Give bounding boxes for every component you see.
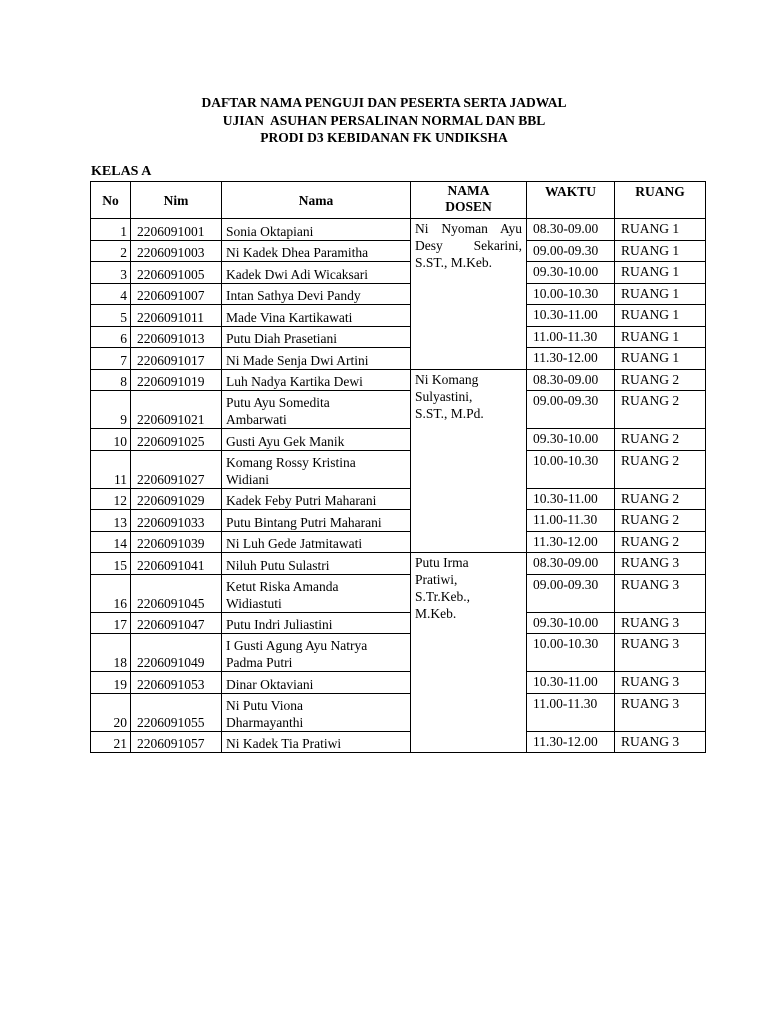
table-row — [91, 262, 706, 284]
class-label: KELAS A — [91, 164, 152, 179]
cell-no: 17 — [91, 612, 131, 634]
cell-waktu: 09.30-10.00 — [527, 612, 615, 634]
cell-waktu: 10.30-11.00 — [527, 305, 615, 327]
cell-ruang: RUANG 3 — [615, 672, 706, 694]
cell-no: 12 — [91, 488, 131, 510]
table-header-row — [91, 182, 706, 219]
cell-nim: 2206091033 — [131, 510, 222, 532]
cell-dosen-group-3 — [411, 553, 527, 753]
table-row — [91, 348, 706, 370]
cell-ruang: RUANG 3 — [615, 693, 706, 731]
dosen-1-line-2: Desy Sekarini, — [415, 238, 522, 253]
table-row — [91, 240, 706, 262]
cell-nama: Putu Bintang Putri Maharani — [222, 510, 411, 532]
cell-ruang: RUANG 1 — [615, 305, 706, 327]
cell-waktu: 09.00-09.30 — [527, 574, 615, 612]
cell-waktu: 11.30-12.00 — [527, 531, 615, 553]
cell-ruang: RUANG 1 — [615, 326, 706, 348]
cell-dosen-group-2 — [411, 369, 527, 553]
cell-nama: Niluh Putu Sulastri — [222, 553, 411, 575]
cell-nama-line-1: Ni Putu Viona — [226, 697, 303, 713]
dosen-1-line-1: Ni Nyoman Ayu — [415, 221, 522, 236]
cell-ruang: RUANG 1 — [615, 283, 706, 305]
cell-no: 18 — [91, 634, 131, 672]
header-waktu: WAKTU — [527, 182, 615, 219]
cell-waktu: 08.30-09.00 — [527, 219, 615, 241]
document-title — [0, 94, 768, 147]
cell-ruang: RUANG 3 — [615, 634, 706, 672]
dosen-2-line-3: S.ST., M.Pd. — [415, 405, 484, 421]
cell-no: 8 — [91, 369, 131, 391]
cell-nim: 2206091057 — [131, 731, 222, 753]
header-ruang: RUANG — [615, 182, 706, 219]
cell-nim: 2206091013 — [131, 326, 222, 348]
cell-nama: Kadek Feby Putri Maharani — [222, 488, 411, 510]
cell-ruang: RUANG 3 — [615, 553, 706, 575]
cell-nim: 2206091025 — [131, 429, 222, 451]
header-dosen-line-2: DOSEN — [445, 199, 492, 214]
header-nim: Nim — [131, 182, 222, 219]
cell-waktu: 10.30-11.00 — [527, 672, 615, 694]
table-row — [91, 369, 706, 391]
dosen-3-line-1: Putu Irma — [415, 555, 469, 570]
cell-nama: Sonia Oktapiani — [222, 219, 411, 241]
cell-waktu: 11.00-11.30 — [527, 326, 615, 348]
cell-waktu: 08.30-09.00 — [527, 553, 615, 575]
cell-no: 21 — [91, 731, 131, 753]
cell-ruang: RUANG 2 — [615, 369, 706, 391]
cell-waktu: 11.00-11.30 — [527, 693, 615, 731]
cell-nama — [222, 634, 411, 672]
table-row — [91, 574, 706, 612]
cell-dosen-group-1 — [411, 219, 527, 370]
cell-nama — [222, 574, 411, 612]
cell-nama-line-1: I Gusti Agung Ayu Natrya — [226, 638, 368, 653]
cell-nim: 2206091005 — [131, 262, 222, 284]
cell-waktu: 11.00-11.30 — [527, 510, 615, 532]
cell-nim: 2206091001 — [131, 219, 222, 241]
table-row — [91, 731, 706, 753]
table-row — [91, 488, 706, 510]
cell-nama: Gusti Ayu Gek Manik — [222, 429, 411, 451]
cell-waktu: 09.00-09.30 — [527, 391, 615, 429]
cell-ruang: RUANG 2 — [615, 510, 706, 532]
title-line-1: DAFTAR NAMA PENGUJI DAN PESERTA SERTA JADWAL — [201, 95, 567, 110]
cell-no: 14 — [91, 531, 131, 553]
cell-nama: Dinar Oktaviani — [222, 672, 411, 694]
cell-ruang: RUANG 3 — [615, 612, 706, 634]
table-row — [91, 672, 706, 694]
cell-nim: 2206091019 — [131, 369, 222, 391]
cell-nim: 2206091007 — [131, 283, 222, 305]
cell-ruang: RUANG 1 — [615, 262, 706, 284]
table-row — [91, 391, 706, 429]
cell-ruang: RUANG 1 — [615, 219, 706, 241]
cell-no: 1 — [91, 219, 131, 241]
cell-ruang: RUANG 2 — [615, 531, 706, 553]
cell-waktu: 11.30-12.00 — [527, 348, 615, 370]
cell-nim: 2206091027 — [131, 450, 222, 488]
cell-waktu: 10.00-10.30 — [527, 634, 615, 672]
cell-no: 20 — [91, 693, 131, 731]
title-line-2: UJIAN ASUHAN PERSALINAN NORMAL DAN BBL — [222, 112, 546, 128]
table-row — [91, 634, 706, 672]
cell-ruang: RUANG 3 — [615, 731, 706, 753]
cell-ruang: RUANG 3 — [615, 574, 706, 612]
cell-no: 5 — [91, 305, 131, 327]
cell-nim: 2206091053 — [131, 672, 222, 694]
cell-waktu: 10.00-10.30 — [527, 283, 615, 305]
cell-nim: 2206091049 — [131, 634, 222, 672]
cell-no: 4 — [91, 283, 131, 305]
schedule-table — [90, 181, 706, 753]
table-row — [91, 553, 706, 575]
cell-waktu: 09.30-10.00 — [527, 429, 615, 451]
cell-nama-line-1: Putu Ayu Somedita — [226, 395, 330, 410]
cell-nim: 2206091045 — [131, 574, 222, 612]
cell-ruang: RUANG 2 — [615, 391, 706, 429]
header-dosen-line-1: NAMA — [447, 183, 490, 198]
table-row — [91, 450, 706, 488]
cell-nama-line-1: Komang Rossy Kristina — [226, 454, 356, 470]
cell-ruang: RUANG 2 — [615, 488, 706, 510]
cell-no: 10 — [91, 429, 131, 451]
cell-ruang: RUANG 2 — [615, 429, 706, 451]
cell-ruang: RUANG 2 — [615, 450, 706, 488]
cell-waktu: 09.30-10.00 — [527, 262, 615, 284]
cell-nama: Ni Luh Gede Jatmitawati — [222, 531, 411, 553]
cell-nama: Kadek Dwi Adi Wicaksari — [222, 262, 411, 284]
cell-waktu: 11.30-12.00 — [527, 731, 615, 753]
table-row — [91, 429, 706, 451]
cell-no: 7 — [91, 348, 131, 370]
cell-nim: 2206091017 — [131, 348, 222, 370]
cell-nama: Made Vina Kartikawati — [222, 305, 411, 327]
cell-nim: 2206091029 — [131, 488, 222, 510]
cell-waktu: 08.30-09.00 — [527, 369, 615, 391]
cell-nama — [222, 391, 411, 429]
cell-nim: 2206091021 — [131, 391, 222, 429]
cell-nama: Ni Made Senja Dwi Artini — [222, 348, 411, 370]
table-row — [91, 612, 706, 634]
dosen-3-line-2: Pratiwi, — [415, 572, 458, 587]
cell-nama-line-2: Ambarwati — [226, 412, 287, 427]
table-row — [91, 531, 706, 553]
table-row — [91, 305, 706, 327]
header-dosen — [411, 182, 527, 219]
cell-nama-line-2: Widiani — [226, 471, 269, 487]
cell-nama — [222, 693, 411, 731]
cell-nama-line-2: Padma Putri — [226, 655, 293, 670]
cell-nim: 2206091039 — [131, 531, 222, 553]
cell-nama: Putu Diah Prasetiani — [222, 326, 411, 348]
cell-no: 3 — [91, 262, 131, 284]
cell-nim: 2206091047 — [131, 612, 222, 634]
cell-nim: 2206091055 — [131, 693, 222, 731]
table-row — [91, 219, 706, 241]
cell-no: 11 — [91, 450, 131, 488]
cell-nama-line-1: Ketut Riska Amanda — [226, 578, 339, 594]
cell-no: 13 — [91, 510, 131, 532]
cell-no: 16 — [91, 574, 131, 612]
cell-waktu: 10.00-10.30 — [527, 450, 615, 488]
title-line-3: PRODI D3 KEBIDANAN FK UNDIKSHA — [260, 130, 508, 145]
cell-waktu: 10.30-11.00 — [527, 488, 615, 510]
dosen-2-line-2: Sulyastini, — [415, 388, 473, 404]
cell-ruang: RUANG 1 — [615, 240, 706, 262]
header-no: No — [91, 182, 131, 219]
cell-nama: Intan Sathya Devi Pandy — [222, 283, 411, 305]
cell-nama — [222, 450, 411, 488]
cell-nama-line-2: Dharmayanthi — [226, 714, 304, 730]
cell-no: 19 — [91, 672, 131, 694]
dosen-3-line-4: M.Keb. — [415, 606, 457, 621]
cell-nim: 2206091041 — [131, 553, 222, 575]
cell-no: 15 — [91, 553, 131, 575]
cell-nama: Ni Kadek Dhea Paramitha — [222, 240, 411, 262]
cell-nim: 2206091011 — [131, 305, 222, 327]
table-row — [91, 693, 706, 731]
cell-ruang: RUANG 1 — [615, 348, 706, 370]
header-nama: Nama — [222, 182, 411, 219]
table-row — [91, 283, 706, 305]
cell-no: 6 — [91, 326, 131, 348]
cell-nama: Ni Kadek Tia Pratiwi — [222, 731, 411, 753]
cell-nim: 2206091003 — [131, 240, 222, 262]
dosen-2-line-1: Ni Komang — [415, 371, 479, 387]
cell-no: 2 — [91, 240, 131, 262]
cell-waktu: 09.00-09.30 — [527, 240, 615, 262]
cell-nama: Putu Indri Juliastini — [222, 612, 411, 634]
dosen-1-line-3: S.ST., M.Keb. — [415, 255, 493, 270]
cell-no: 9 — [91, 391, 131, 429]
cell-nama-line-2: Widiastuti — [226, 595, 282, 611]
table-row — [91, 510, 706, 532]
table-row — [91, 326, 706, 348]
cell-nama: Luh Nadya Kartika Dewi — [222, 369, 411, 391]
dosen-3-line-3: S.Tr.Keb., — [415, 589, 471, 604]
